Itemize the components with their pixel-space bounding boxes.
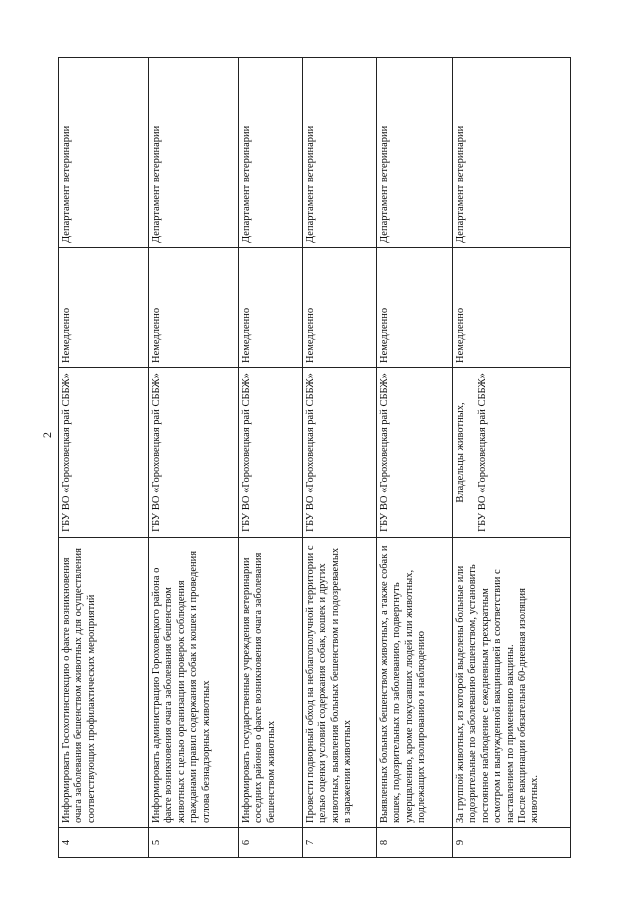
control-text: Департамент ветеринарии [305,125,316,243]
action-text: Выявленных больных бешенством животных, а также собак и кошек, подозрительных по заболеванию, подвергнуть умерщвлению, кроме покусавших людей или животных, подлежащих изолированию и наблюдению [379,545,428,823]
control-text: Департамент ветеринарии [455,125,466,243]
executor-text: ГБУ ВО «Гороховецкая рай СББЖ» [151,373,162,532]
table-row [59,58,149,858]
page-number: 2 [40,432,54,438]
table-row [239,58,303,858]
executor-text: ГБУ ВО «Гороховецкая рай СББЖ» [305,373,316,532]
control-cell [59,58,149,248]
deadline-cell [377,248,453,368]
action-text: За группой животных, из которой выделены больные или подозрительные по заболеванию бешенством, установить постоянное наблюдение с ежедневным трехкратным осмотром и вынужденной вакцинацией в соответствии с наставлением по применению вакцины. [455,564,516,823]
table-row [149,58,239,858]
executor-text: Владельцы животных, [455,402,466,503]
row-number: 7 [305,839,316,846]
executor-cell [453,368,571,538]
action-text: Информировать администрацию Гороховецкого района о факте возникновения очага заболевания бешенством животных с целью организации проверок соблюдения гражданами правил содержания собак и кошек и проведения отлова безнадзорных животных [151,550,212,823]
deadline-text: Немедленно [379,307,390,363]
executor-cell [377,368,453,538]
deadline-cell [453,248,571,368]
table-row [303,58,377,858]
control-cell [149,58,239,248]
action-text: Провести подворный обход на неблагополучной территории с целью оценки условий содержания собак, кошек и других животных, выявления больных бешенством и подозреваемых в заражении животных [305,545,354,823]
control-text: Департамент ветеринарии [151,125,162,243]
deadline-text: Немедленно [241,307,252,363]
row-number-cell [149,828,239,858]
executor-text: ГБУ ВО «Гороховецкая рай СББЖ» [241,373,252,532]
row-number: 4 [61,839,72,846]
deadline-cell [149,248,239,368]
action-cell [303,538,377,828]
deadline-cell [303,248,377,368]
action-cell [453,538,571,828]
table-row [453,58,571,858]
executor-cell [59,368,149,538]
control-text: Департамент ветеринарии [61,125,72,243]
action-text: Информировать государственные учреждения ветеринарии соседних районов о факте возникновения очага заболевания бешенством животных [241,552,277,823]
executor-text: ГБУ ВО «Гороховецкая рай СББЖ» [379,373,390,532]
deadline-cell [239,248,303,368]
measures-table [58,57,571,858]
executor-cell [303,368,377,538]
rotated-page [58,58,570,858]
row-number-cell [59,828,149,858]
control-cell [239,58,303,248]
executor-text: ГБУ ВО «Гороховецкая рай СББЖ» [477,373,489,532]
executor-cell [239,368,303,538]
table-row [377,58,453,858]
row-number: 8 [379,839,390,846]
action-cell [59,538,149,828]
row-number-cell [453,828,571,858]
deadline-text: Немедленно [151,307,162,363]
control-cell [453,58,571,248]
deadline-cell [59,248,149,368]
executor-cell [149,368,239,538]
action-cell [377,538,453,828]
deadline-text: Немедленно [61,307,72,363]
action-cell [149,538,239,828]
row-number: 5 [151,839,162,846]
executor-text: ГБУ ВО «Гороховецкая рай СББЖ» [61,373,72,532]
action-text: Информировать Госохотинспекцию о факте возникновения очага заболевания бешенством животных для осуществления соответствующих профилактических мероприятий [61,548,97,823]
row-number: 9 [455,839,466,846]
action-cell [239,538,303,828]
row-number: 6 [241,839,252,846]
control-text: Департамент ветеринарии [379,125,390,243]
control-cell [303,58,377,248]
action-text-extra: После вакцинации обязательна 60-дневная изоляция животных. [516,587,541,823]
control-cell [377,58,453,248]
row-number-cell [239,828,303,858]
row-number-cell [303,828,377,858]
control-text: Департамент ветеринарии [241,125,252,243]
deadline-text: Немедленно [305,307,316,363]
deadline-text: Немедленно [455,307,466,363]
row-number-cell [377,828,453,858]
